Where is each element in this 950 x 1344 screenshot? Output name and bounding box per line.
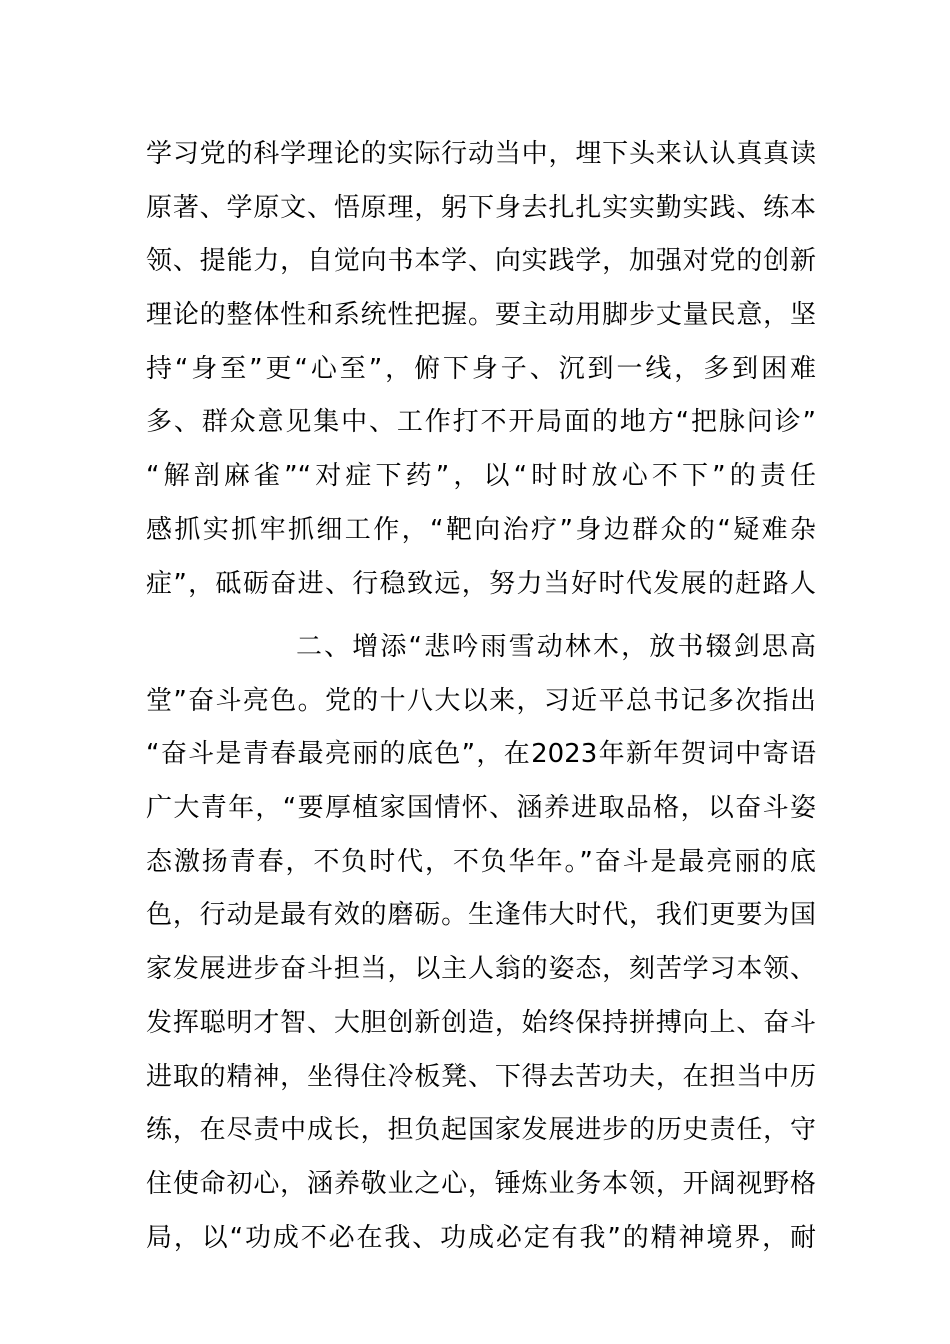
section-heading-line: 二、增添“悲吟雨雪动林木，放书辍剑思高 — [296, 632, 816, 662]
text-line: 进取的精神，坐得住冷板凳、下得去苦功夫，在担当中历 — [146, 1061, 816, 1092]
paragraph-1 — [146, 128, 816, 611]
text-line: 感抓实抓牢抓细工作，“靶向治疗”身边群众的“疑难杂 — [146, 514, 816, 545]
text-line: 持“身至”更“心至”，俯下身子、沉到一线，多到困难 — [146, 353, 816, 384]
text-line: 堂”奋斗亮色。党的十八大以来，习近平总书记多次指出 — [146, 685, 816, 716]
text-line: 广大青年，“要厚植家国情怀、涵养进取品格，以奋斗姿 — [146, 793, 816, 824]
text-line: 局，以“功成不必在我、功成必定有我”的精神境界，耐 — [146, 1222, 816, 1253]
text-line: 原著、学原文、悟原理，躬下身去扎扎实实勤实践、练本 — [146, 192, 816, 223]
text-line: 家发展进步奋斗担当，以主人翁的姿态，刻苦学习本领、 — [146, 954, 816, 985]
text-line: 态激扬青春，不负时代，不负华年。”奋斗是最亮丽的底 — [146, 846, 816, 877]
text-line: 学习党的科学理论的实际行动当中，埋下头来认认真真读 — [146, 139, 816, 169]
text-line: “奋斗是青春最亮丽的底色”，在2023年新年贺词中寄语 — [146, 739, 816, 770]
text-line: 领、提能力，自觉向书本学、向实践学，加强对党的创新 — [146, 246, 816, 277]
text-line: 色，行动是最有效的磨砺。生逢伟大时代，我们更要为国 — [146, 900, 816, 931]
paragraph-2 — [146, 621, 816, 1265]
text-line: “解剖麻雀”“对症下药”，以“时时放心不下”的责任 — [146, 461, 816, 492]
text-line: 发挥聪明才智、大胆创新创造，始终保持拼搏向上、奋斗 — [146, 1007, 816, 1038]
text-line: 理论的整体性和系统性把握。要主动用脚步丈量民意，坚 — [146, 300, 816, 331]
text-line: 住使命初心，涵养敬业之心，锤炼业务本领，开阔视野格 — [146, 1168, 816, 1199]
text-line: 症”，砥砺奋进、行稳致远，努力当好时代发展的赶路人 — [146, 568, 816, 599]
text-line: 练，在尽责中成长，担负起国家发展进步的历史责任，守 — [146, 1115, 816, 1146]
text-line: 多、群众意见集中、工作打不开局面的地方“把脉问诊” — [146, 407, 816, 438]
